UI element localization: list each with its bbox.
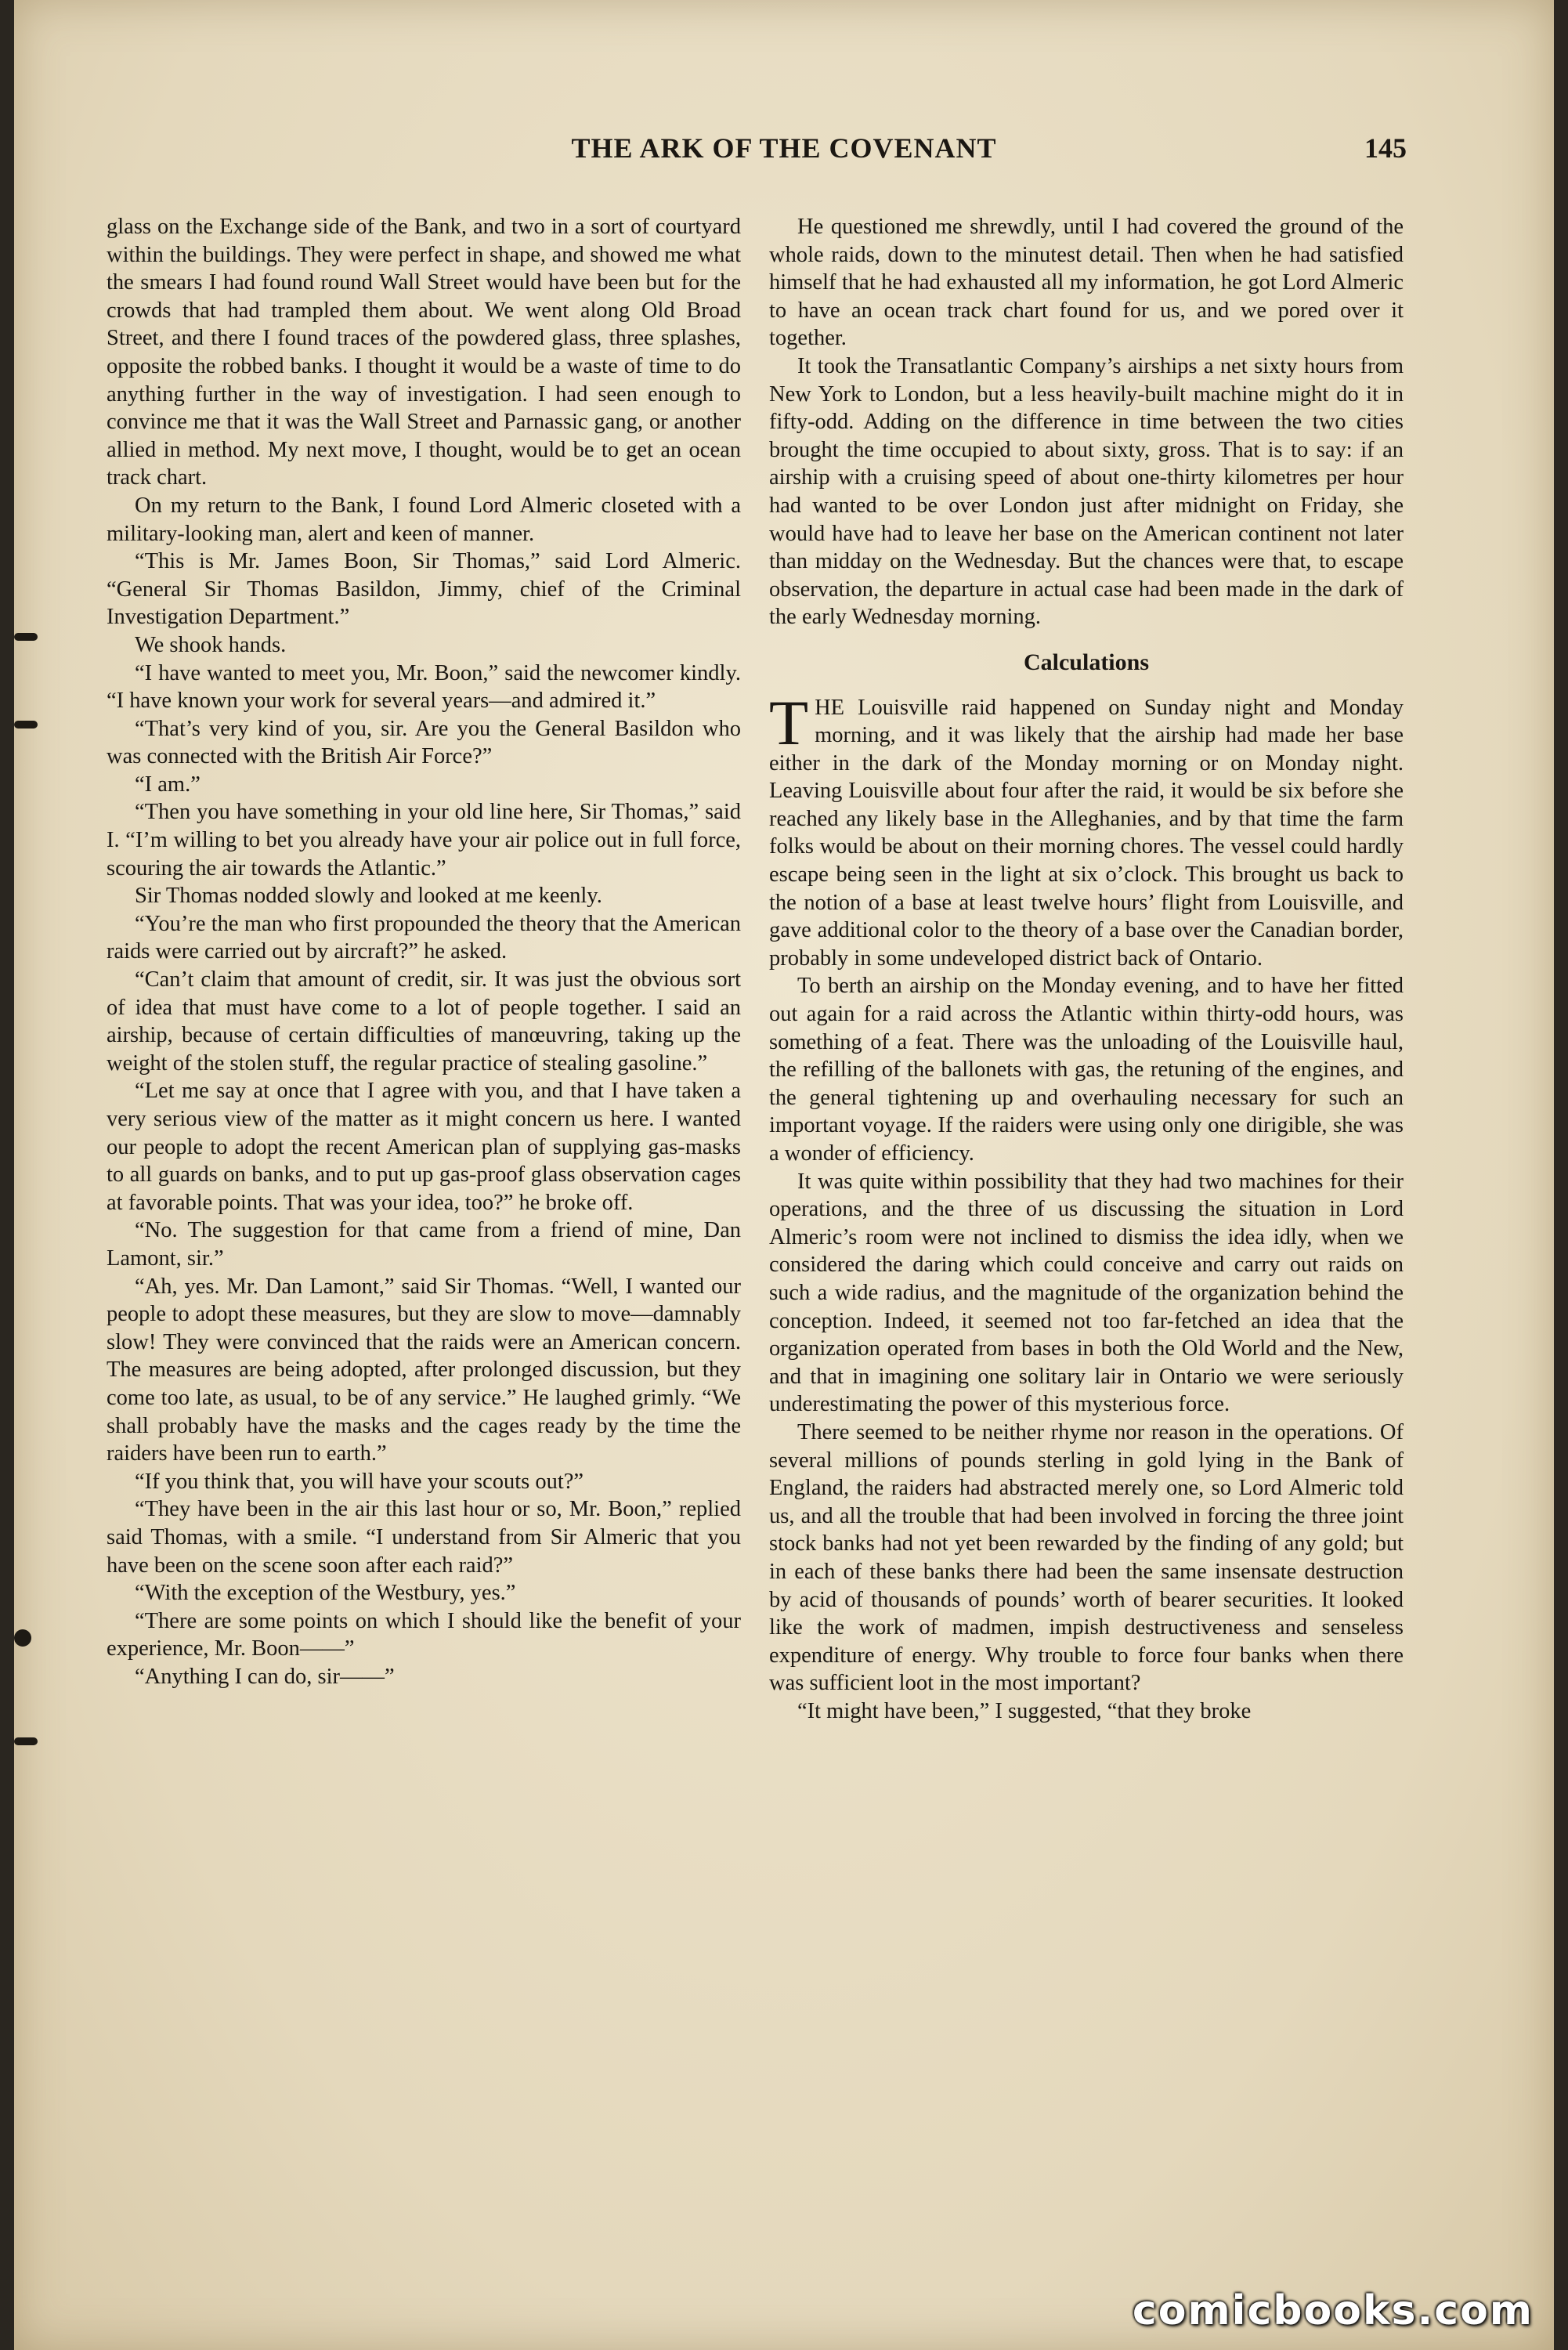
paragraph: “It might have been,” I suggested, “that they broke	[797, 1698, 1252, 1723]
paragraph: “I have wanted to meet you, Mr. Boon,” said the newcomer kindly. “I have known your work for several years—and admired it.”	[107, 660, 741, 714]
binding-mark	[14, 1629, 31, 1647]
binding-mark	[14, 633, 38, 641]
paragraph: There seemed to be neither rhyme nor reason in the operations. Of several millions of pounds sterling in gold lying in the Bank of England, the raiders had abstracted merely one, so Lord Almeric told us, and all the trouble that had been involved in forcing the three joint stock banks had not yet been rewarded by the finding of any gold; but in each of these banks there had been the same insensate destruction by acid of thousands of pounds’ worth of bearer securities. It looked like the work of madmen, impish destructiveness and senseless expenditure of energy. Why trouble to force four banks when there was sufficient loot in the most important?	[769, 1419, 1404, 1696]
paragraph: “With the exception of the Westbury, yes.”	[135, 1581, 516, 1606]
paragraph-text: HE Louisville raid happened on Sunday night and Monday morning, and it was likely that the airship had made her base either in the dark of the Monday morning or on Monday night. Leaving Louisville about four after the raid, it would be six before she reached any likely base in the Alleghanies, and by that time the farm folks would be about on their morning chores. The vessel could hardly escape being seen in the light at six o’clock. This brought us back to the notion of a base at least twelve hours’ flight from Louisville, and gave additional color to the theory of a base over the Canadian border, probably in some undeveloped district back of Ontario.	[769, 695, 1404, 971]
paragraph: On my return to the Bank, I found Lord Almeric closeted with a military-looking man, alert and keen of manner.	[107, 493, 741, 546]
paragraph: “You’re the man who first propounded the theory that the American raids were carried out by aircraft?” he asked.	[107, 911, 741, 964]
paragraph: Sir Thomas nodded slowly and looked at me keenly.	[135, 884, 602, 909]
paragraph: “They have been in the air this last hour or so, Mr. Boon,” replied said Thomas, with a smile. “I understand from Sir Almeric that you have been on the scene soon after each raid?”	[107, 1497, 741, 1578]
paragraph: “Let me say at once that I agree with you, and that I have taken a very serious view of the matter as it might concern us here. I wanted our people to adopt the recent American plan of supplying gas-masks to all guards on banks, and to put up gas-proof glass observation cages at favorable points. That was your idea, too?” he broke off.	[107, 1079, 741, 1215]
book-page	[14, 0, 1554, 2350]
paragraph: He questioned me shrewdly, until I had covered the ground of the whole raids, down to the minutest detail. Then when he had satisfied himself that he had exhausted all my information, he got Lord Almeric to have an ocean track chart found for us, and we pored over it together.	[769, 215, 1404, 351]
paragraph: To berth an airship on the Monday evening, and to have her fitted out again for a raid across the Atlantic within thirty-odd hours, was something of a feat. There was the unloading of the Louisville haul, the refilling of the ballonets with gas, the retuning of the engines, and the general tightening up and overhauling necessary for such an important voyage. If the raiders were using only one dirigible, she was a wonder of efficiency.	[769, 974, 1404, 1166]
paragraph: “If you think that, you will have your scouts out?”	[135, 1469, 584, 1494]
section-heading: Calculations	[1023, 649, 1150, 675]
paragraph: “This is Mr. James Boon, Sir Thomas,” said Lord Almeric. “General Sir Thomas Basildon, Jimmy, chief of the Criminal Investigation Department.”	[107, 549, 741, 630]
paragraph: “Ah, yes. Mr. Dan Lamont,” said Sir Thomas. “Well, I wanted our people to adopt these measures, but they are slow to move—damnably slow! They were convinced that the raids were an American concern. The measures are being adopted, after prolonged discussion, but they come too late, as usual, to be of any service.” He laughed grimly. “We shall probably have the masks and the cages ready by the time the raiders have been run to earth.”	[107, 1274, 741, 1466]
page-header	[14, 132, 1554, 179]
page-number: 145	[1364, 132, 1407, 164]
paragraph: “I am.”	[135, 772, 201, 797]
paragraph: “No. The suggestion for that came from a friend of mine, Dan Lamont, sir.”	[107, 1218, 741, 1271]
right-column	[769, 213, 1404, 1725]
binding-mark	[14, 721, 38, 728]
binding-mark	[14, 1737, 38, 1745]
paragraph: “There are some points on which I should like the benefit of your experience, Mr. Boon——”	[107, 1608, 741, 1661]
paragraph: “Anything I can do, sir——”	[135, 1664, 395, 1689]
drop-cap: T	[769, 686, 809, 758]
paragraph: glass on the Exchange side of the Bank, and two in a sort of courtyard within the buildings. They were perfect in shape, and showed me what the smears I had found round Wall Street would have been but for the crowds that had trampled them about. We went along Old Broad Street, and there I found traces of the powdered glass, three splashes, opposite the robbed banks. I thought it would be a waste of time to do anything further in the way of investigation. I had seen enough to convince me that it was the Wall Street and Parnassic gang, or another allied in method. My next move, I thought, would be to get an ocean track chart.	[107, 215, 741, 490]
watermark: comicbooks.com	[1132, 2287, 1534, 2334]
paragraph: It was quite within possibility that they had two machines for their operations, and the three of us discussing the situation in Lord Almeric’s room were not inclined to dismiss the idea idly, when we considered the daring which could conceive and carry out raids on such a wide radius, and the magnitude of the organization behind the conception. Indeed, it seemed not too far-fetched an idea that the organization operated from bases in both the Old World and the New, and that in imagining one solitary lair in Ontario we were seriously underestimating the power of this mysterious force.	[769, 1169, 1404, 1417]
paragraph: “Can’t claim that amount of credit, sir. It was just the obvious sort of idea that must have come to a lot of people together. I said an airship, because of certain difficulties of manœuvring, taking up the weight of the stolen stuff, the regular practice of stealing gasoline.”	[107, 967, 741, 1076]
paragraph: “Then you have something in your old line here, Sir Thomas,” said I. “I’m willing to bet you already have your air police out in full force, scouring the air towards the Atlantic.”	[107, 800, 741, 880]
left-column	[107, 213, 741, 1690]
running-title: THE ARK OF THE COVENANT	[571, 132, 997, 164]
paragraph: We shook hands.	[135, 632, 287, 657]
paragraph: It took the Transatlantic Company’s airships a net sixty hours from New York to London, but a less heavily-built machine might do it in fifty-odd. Adding on the difference in time between the two cities brought the time occupied to about sixty, gross. That is to say: if an airship with a cruising speed of about one-thirty kilometres per hour had wanted to be over London just after midnight on Friday, she would have had to leave her base on the American continent not later than midday on the Wednesday. But the chances were that, to escape observation, the departure in actual case had been made in the dark of the early Wednesday morning.	[769, 353, 1404, 630]
paragraph-dropcap	[769, 686, 1404, 973]
paragraph: “That’s very kind of you, sir. Are you the General Basildon who was connected with the British Air Force?”	[107, 716, 741, 769]
